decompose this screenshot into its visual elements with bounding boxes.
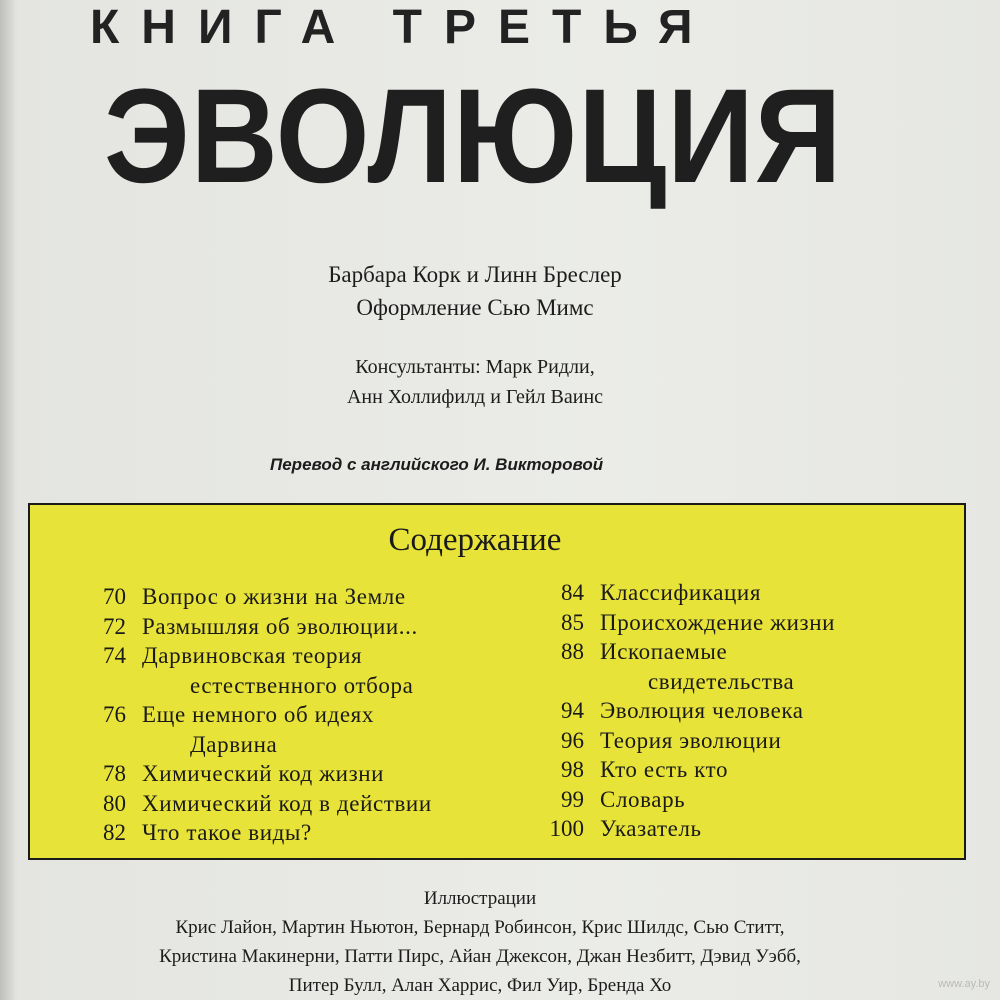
toc-title: Дарвиновская теория естественного отбора: [142, 641, 413, 700]
contents-left-column: [60, 582, 432, 848]
authors-block: [0, 258, 950, 324]
main-title: ЭВОЛЮЦИЯ: [104, 62, 843, 211]
toc-title: Словарь: [600, 786, 686, 812]
consultants-block: [0, 352, 950, 412]
consultants-line: Анн Холлифилд и Гейл Ваинс: [346, 386, 604, 408]
toc-entry[interactable]: [518, 726, 835, 756]
toc-title: Классификация: [600, 580, 761, 605]
toc-title: Что такое виды?: [142, 820, 312, 845]
toc-title: Еще немного об идеях Дарвина: [142, 700, 374, 759]
toc-page-number: 96: [561, 727, 584, 753]
toc-entry[interactable]: [60, 759, 432, 789]
toc-title-continuation: естественного отбора: [190, 672, 414, 698]
contents-box: [28, 503, 966, 860]
toc-title: Эволюция человека: [600, 698, 804, 723]
toc-page-number: 70: [103, 584, 126, 609]
illustrations-heading: Иллюстрации: [423, 888, 537, 909]
toc-title: Теория эволюции: [600, 727, 782, 753]
page-edge: [0, 0, 14, 1000]
toc-page-number: 88: [561, 639, 584, 664]
toc-page-number: 74: [103, 643, 126, 668]
translation-credit: Перевод с английского И. Викторовой: [270, 455, 604, 474]
toc-page-number: 84: [561, 580, 584, 605]
toc-entry[interactable]: [60, 641, 432, 700]
illustrators-line: Питер Булл, Алан Харрис, Фил Уир, Бренда Хо: [288, 975, 672, 996]
toc-title: Химический код в действии: [142, 790, 432, 816]
consultants-line: Консультанты: Марк Ридли,: [355, 356, 595, 378]
toc-entry[interactable]: [518, 608, 835, 638]
toc-entry[interactable]: [60, 700, 432, 759]
illustrators-line: Кристина Макинерни, Патти Пирс, Айан Джексон, Джан Незбитт, Дэвид Уэбб,: [159, 946, 801, 967]
toc-title: Ископаемые свидетельства: [600, 637, 794, 696]
watermark: www.ay.by: [938, 978, 990, 990]
toc-entry[interactable]: [60, 818, 432, 848]
toc-title: Вопрос о жизни на Земле: [142, 584, 406, 609]
toc-title: Указатель: [600, 816, 702, 841]
contents-right-column: [518, 578, 835, 844]
toc-page-number: 94: [561, 698, 584, 723]
toc-entry[interactable]: [60, 582, 432, 612]
illustrations-block: [0, 884, 960, 1000]
authors-line: Барбара Корк и Линн Бреслер: [328, 262, 622, 287]
toc-page-number: 80: [103, 790, 126, 816]
toc-entry[interactable]: [518, 578, 835, 608]
contents-heading: Содержание: [388, 522, 562, 558]
toc-title-continuation: свидетельства: [648, 668, 795, 694]
toc-title: Химический код жизни: [142, 761, 385, 786]
toc-entry[interactable]: [518, 785, 835, 815]
toc-entry[interactable]: [518, 637, 835, 696]
book-label: КНИГА ТРЕТЬЯ: [90, 1, 715, 54]
toc-title: Кто есть кто: [600, 757, 729, 782]
toc-title: Происхождение жизни: [600, 609, 836, 635]
toc-entry[interactable]: [518, 814, 835, 844]
toc-page-number: 82: [103, 820, 126, 845]
toc-page-number: 85: [561, 609, 584, 635]
toc-entry[interactable]: [518, 696, 835, 726]
design-credit-line: Оформление Сью Мимс: [356, 295, 594, 320]
toc-page-number: 100: [549, 816, 584, 841]
toc-page-number: 76: [103, 702, 126, 727]
toc-page-number: 99: [561, 786, 584, 812]
toc-entry[interactable]: [60, 789, 432, 819]
toc-title-continuation: Дарвина: [190, 731, 278, 757]
toc-entry[interactable]: [60, 612, 432, 642]
illustrators-line: Крис Лайон, Мартин Ньютон, Бернард Робинсон, Крис Шилдс, Сью Ститт,: [175, 917, 785, 938]
toc-entry[interactable]: [518, 755, 835, 785]
toc-page-number: 78: [103, 761, 126, 786]
toc-page-number: 98: [561, 757, 584, 782]
toc-title: Размышляя об эволюции...: [142, 613, 418, 639]
toc-page-number: 72: [103, 613, 126, 639]
